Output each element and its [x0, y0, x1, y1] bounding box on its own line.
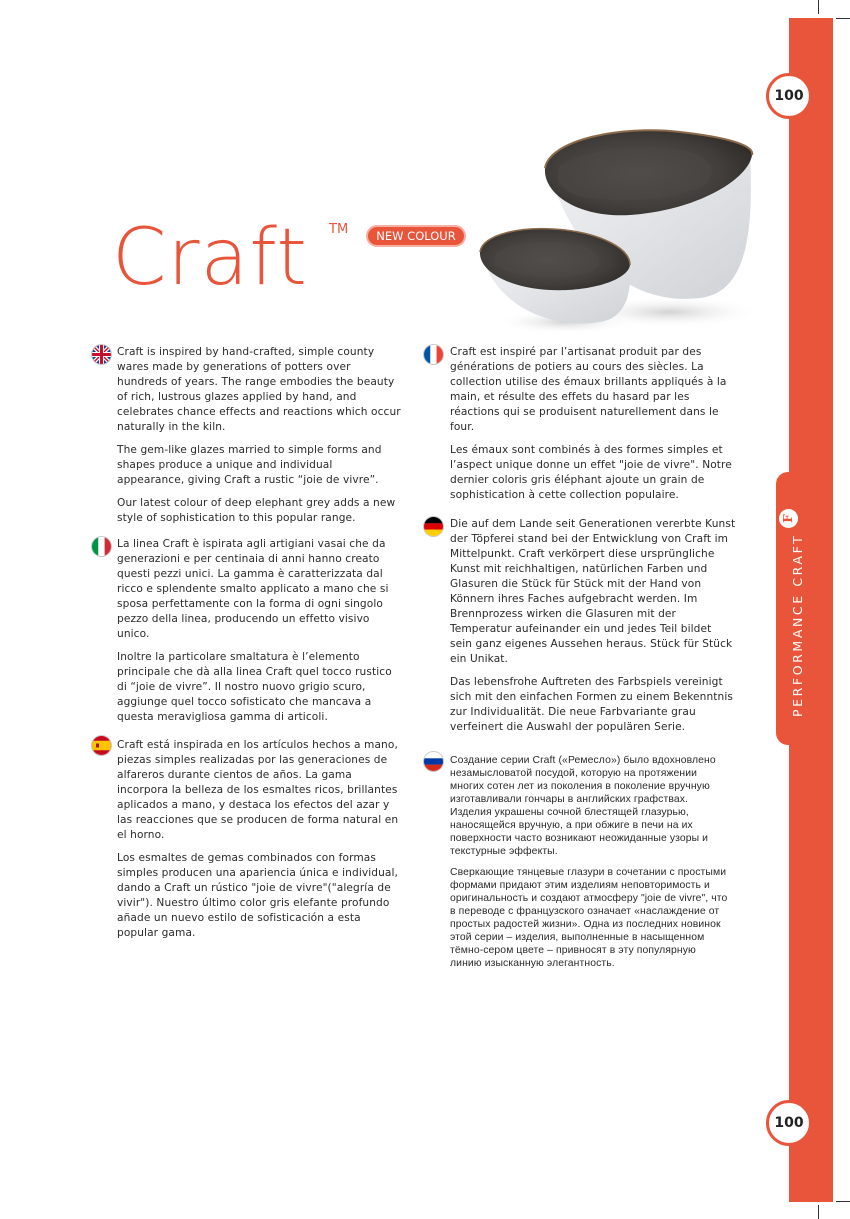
paragraph: Los esmaltes de gemas combinados con formas simples producen una apariencia única e individual, dando a Craft un rústico "joie de vivre"("alegría de vivir"). Nuestro último color gris elefante profundo añade un nuevo estilo de sofisticación a esta popular gama.: [117, 852, 399, 939]
paragraph: Craft is inspired by hand-crafted, simple county wares made by generations of potters over hundreds of years. The range embodies the beauty of rich, lustrous glazes applied by hand, and celebrates chance effects and reactions which occur naturally in the kiln.: [117, 346, 401, 433]
paragraph: Inoltre la particolare smaltatura è l’elemento principale che dà alla linea Craft quel tocco rustico di “joie de vivre”. Il nostro nuovo grigio scuro, aggiunge quel tocco sofisticato che mancava a questa meravigliosa gamma di articoli.: [117, 651, 392, 723]
section-english: [117, 345, 402, 534]
new-colour-badge: NEW COLOUR: [366, 225, 466, 247]
page-title: Craft: [112, 213, 309, 303]
page-number-top: 100: [766, 73, 812, 119]
brand-logo-icon: F: [779, 509, 798, 528]
italy-flag-icon: [92, 537, 111, 556]
germany-flag-icon: [424, 517, 443, 536]
section-spanish: [117, 738, 402, 949]
paragraph: Сверкающие тянцевые глазури в сочетании с простыми формами придают этим изделиям неповторимость и оригинальность и создают атмосферу "joie de vivre", что в переводе с французского означает «наслаждение от простых радостей жизни». Одна из последних новинок этой серии – изделия, выполненные в насыщенном тёмно-сером цвете – привносят в эту популярную линию изысканную элегантность.: [450, 867, 728, 969]
paragraph: Craft est inspiré par l’artisanat produit par des générations de potiers au cours des siècles. La collection utilise des émaux brillants appliqués à la main, et résulte des effets du hasard par les réactions qui se produisent naturellement dans le four.: [450, 346, 727, 433]
section-russian: [450, 754, 728, 978]
bowls-image: [470, 100, 780, 340]
section-italian: [117, 537, 402, 733]
paragraph: The gem-like glazes married to simple forms and shapes produce a unique and individual appearance, giving Craft a rustic “joie de vivre”.: [117, 444, 382, 486]
section-german: [450, 517, 736, 743]
paragraph: Die auf dem Lande seit Generationen vererbte Kunst der Töpferei stand bei der Entwicklung von Craft im Mittelpunkt. Craft verkörpert diese ursprüngliche Kunst mit reichhaltigen, natürlichen Farben und Glasuren die Stück für Stück mit der Hand von Könnern ihres Faches aufgebracht werden. Im Brennprozess wirken die Glasuren mit der Temperatur aufeinander ein und jedes Teil bildet sein ganz eigenes Aussehen heraus. Stück für Stück ein Unikat.: [450, 518, 736, 665]
crop-mark: [818, 0, 819, 14]
paragraph: Craft está inspirada en los artículos hechos a mano, piezas simples realizadas por las generaciones de alfareros durante cientos de años. La gama incorpora la belleza de los esmaltes ricos, brillantes aplicados a mano, y destaca los efectos del azar y las reacciones que se producen de forma natural en el horno.: [117, 739, 399, 841]
paragraph: Les émaux sont combinés à des formes simples et l’aspect unique donne un effet "joie de vivre". Notre dernier coloris gris éléphant ajoute un grain de sophistication à cette collection populaire.: [450, 444, 732, 501]
crop-mark: [836, 1201, 850, 1202]
france-flag-icon: [424, 345, 443, 364]
paragraph: Создание серии Craft («Ремесло») было вдохновлено незамысловатой посудой, которую на протяжении многих сотен лет из поколения в поколение вручную изготавливали гончары в английских графствах. Изделия украшены сочной блестящей глазурью, наносящейся вручную, а при обжиге в печи на их поверхности часто возникают неожиданные узоры и текстурные эффекты.: [450, 755, 716, 857]
paragraph: La linea Craft è ispirata agli artigiani vasai che da generazioni e per centinaia di anni hanno creato questi pezzi unici. La gamma è caratterizzata dal ricco e splendente smalto applicato a mano che si sposa perfettamente con la forma di ogni singolo pezzo della linea, producendo un effetto visivo unico.: [117, 538, 389, 640]
russia-flag-icon: [424, 752, 443, 771]
crop-mark: [836, 18, 850, 19]
trademark-mark: TM: [329, 222, 349, 237]
section-french: [450, 345, 736, 511]
paragraph: Our latest colour of deep elephant grey adds a new style of sophistication to this popular range.: [117, 497, 396, 524]
uk-flag-icon: [92, 345, 111, 364]
spain-flag-icon: [92, 736, 111, 755]
crop-mark: [818, 1205, 819, 1219]
side-label: PERFORMANCE CRAFT: [790, 533, 805, 717]
paragraph: Das lebensfrohe Auftreten des Farbspiels vereinigt sich mit den einfachen Formen zu einem Bekenntnis zur Individualität. Die neue Farbvariante grau verfeinert die Auswahl der populären Serie.: [450, 676, 734, 733]
page-number-bottom: 100: [766, 1100, 812, 1146]
